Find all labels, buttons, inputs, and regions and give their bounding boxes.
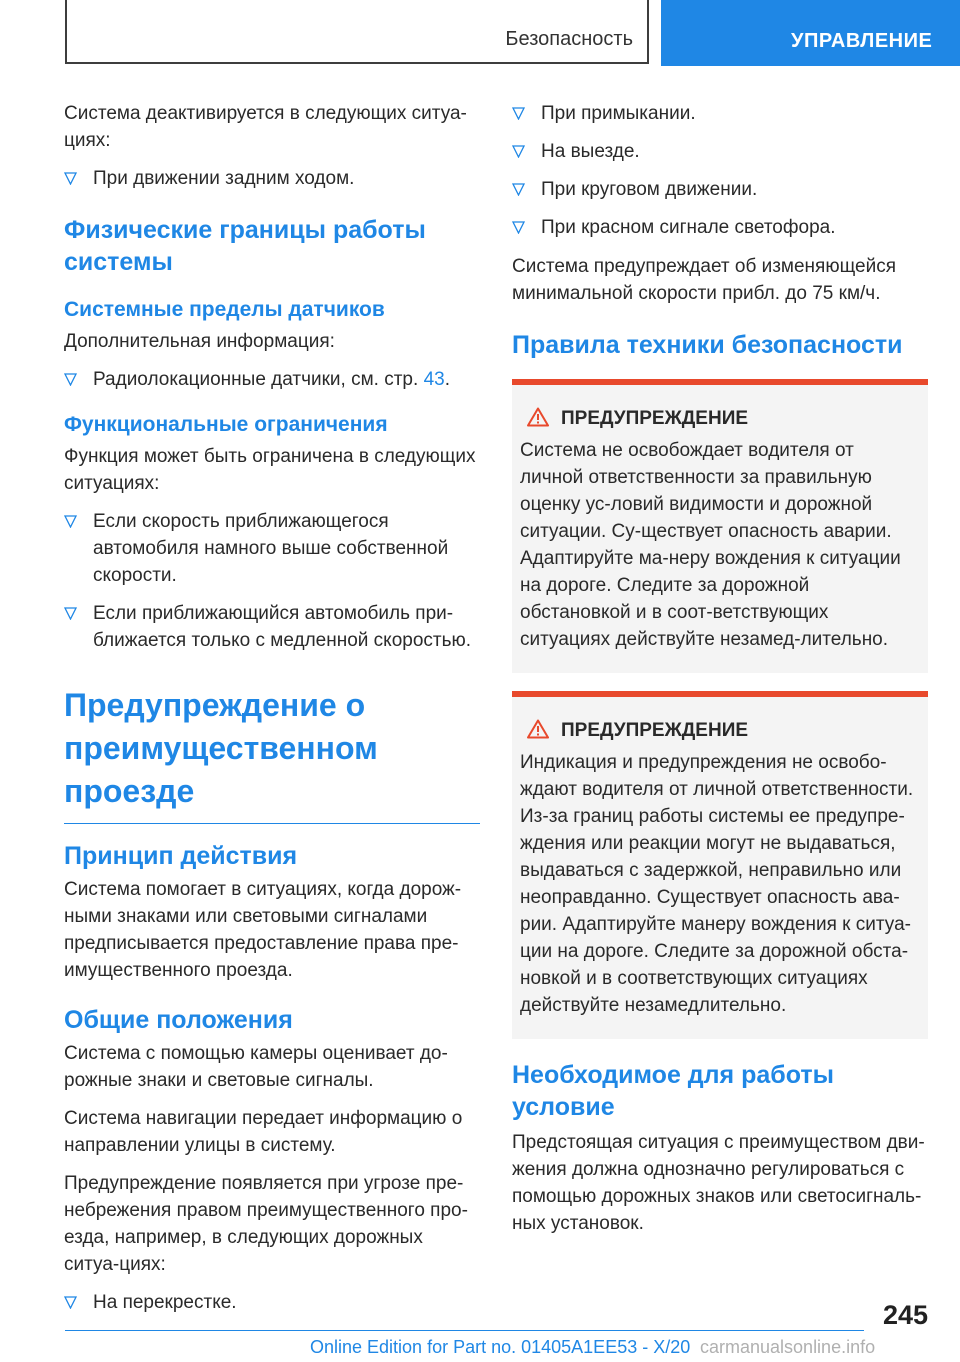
page-number: 245: [882, 1300, 928, 1330]
triangle-bullet-icon: [64, 172, 77, 185]
list-item: Радиолокационные датчики, см. стр. 43.: [64, 366, 480, 393]
heading-general: Общие положения: [64, 1006, 293, 1034]
warning-title: ПРЕДУПРЕЖДЕНИЕ: [520, 405, 920, 432]
principle-text: Система помогает в ситуациях, когда дорож-ными знаками или световыми сигналами предписывается предоставление права пре-имущественного проезда.: [64, 879, 462, 981]
sensors-list: [64, 366, 480, 393]
list-item: При примыкании.: [512, 100, 928, 127]
speed-text: Система предупреждает об изменяющейся минимальной скорости прибл. до 75 км/ч.: [512, 256, 896, 304]
triangle-bullet-icon: [512, 183, 525, 196]
general-text-3: Предупреждение появляется при угрозе пре-небрежения правом преимущественного про-езда, например, в следующих дорожных ситуа-циях:: [64, 1173, 468, 1275]
list-item: Если приближающийся автомобиль при-ближается только с медленной скоростью.: [64, 600, 480, 654]
triangle-bullet-icon: [64, 515, 77, 528]
heading-physical-limits: Физические границы работы системы: [64, 216, 426, 276]
warning-box-2: [512, 691, 928, 1039]
triangle-bullet-icon: [64, 607, 77, 620]
intro-text: Система деактивируется в следующих ситуа-циях:: [64, 103, 467, 151]
triangle-bullet-icon: [512, 221, 525, 234]
list-item: На перекрестке.: [64, 1289, 480, 1316]
chapter-title: УПРАВЛЕНИЕ: [791, 30, 933, 52]
footer-divider: [65, 1330, 864, 1331]
warning-text: Индикация и предупреждения не освобо-ждают водителя от личной ответственности. Из-за границ работы системы ее предупре-ждения или реакции могут не выдаваться, выдаваться с задержкой, неправильно или неоправданно. Существует опасность ава-рии. Адаптируйте манеру вождения к ситуа-ции на дороге. Следите за дорожной обста-новкой и в соответствующих ситуациях действуйте незамедлительно.: [520, 752, 914, 1016]
func-text: Функция может быть ограничена в следующих ситуациях:: [64, 446, 476, 494]
list-item: При красном сигнале светофора.: [512, 214, 928, 241]
list-item: При круговом движении.: [512, 176, 928, 203]
triangle-bullet-icon: [512, 107, 525, 120]
warning-triangle-icon: [527, 719, 549, 739]
section-title: Безопасность: [505, 28, 633, 50]
warning-triangle-icon: [527, 407, 549, 427]
list-item: При движении задним ходом.: [64, 165, 480, 192]
general-text-1: Система с помощью камеры оценивает до-рожные знаки и световые сигналы.: [64, 1043, 448, 1091]
main-heading: Предупреждение о преимущественном проезде: [64, 687, 378, 809]
heading-divider: [64, 823, 480, 824]
left-column: [64, 100, 480, 1328]
warning-box-1: [512, 379, 928, 673]
func-list: [64, 508, 480, 654]
triangle-bullet-icon: [64, 1296, 77, 1309]
heading-safety: Правила техники безопасности: [512, 331, 903, 359]
header-frame: [65, 0, 649, 64]
triangle-bullet-icon: [512, 145, 525, 158]
conditions-text: Предстоящая ситуация с преимуществом дви-жения должна однозначно регулироваться с помощью дорожных знаков или светосигналь-ных установок.: [512, 1132, 925, 1234]
triangle-bullet-icon: [64, 373, 77, 386]
situations-list: [512, 100, 928, 241]
edition-text: Online Edition for Part no. 01405A1EE53 - X/20: [310, 1337, 691, 1357]
intro-list: [64, 165, 480, 192]
sensors-text: Дополнительная информация:: [64, 331, 335, 352]
heading-functional-limits: Функциональные ограничения: [64, 413, 388, 436]
list-item: Если скорость приближающегося автомобиля намного выше собственной скорости.: [64, 508, 480, 589]
general-text-2: Система навигации передает информацию о направлении улицы в систему.: [64, 1108, 463, 1156]
list-item: На выезде.: [512, 138, 928, 165]
page-link[interactable]: 43: [423, 369, 445, 390]
general-list: [64, 1289, 480, 1316]
heading-principle: Принцип действия: [64, 842, 298, 870]
heading-sensor-limits: Системные пределы датчиков: [64, 298, 385, 321]
warning-text: Система не освобождает водителя от личной ответственности за правильную оценку ус-ловий видимости и дорожной ситуации. Су-ществует опасность аварии. Адаптируйте ма-неру вождения к ситуации на дороге. Следите за дорожной обстановкой и в соот-ветствующих ситуациях действуйте незамед-лительно.: [520, 440, 901, 650]
right-column: [512, 100, 928, 1248]
chapter-tab[interactable]: [661, 0, 960, 66]
heading-conditions: Необходимое для работы условие: [512, 1061, 834, 1121]
watermark-text: carmanualsonline.info: [700, 1337, 876, 1357]
warning-title: ПРЕДУПРЕЖДЕНИЕ: [520, 717, 920, 744]
